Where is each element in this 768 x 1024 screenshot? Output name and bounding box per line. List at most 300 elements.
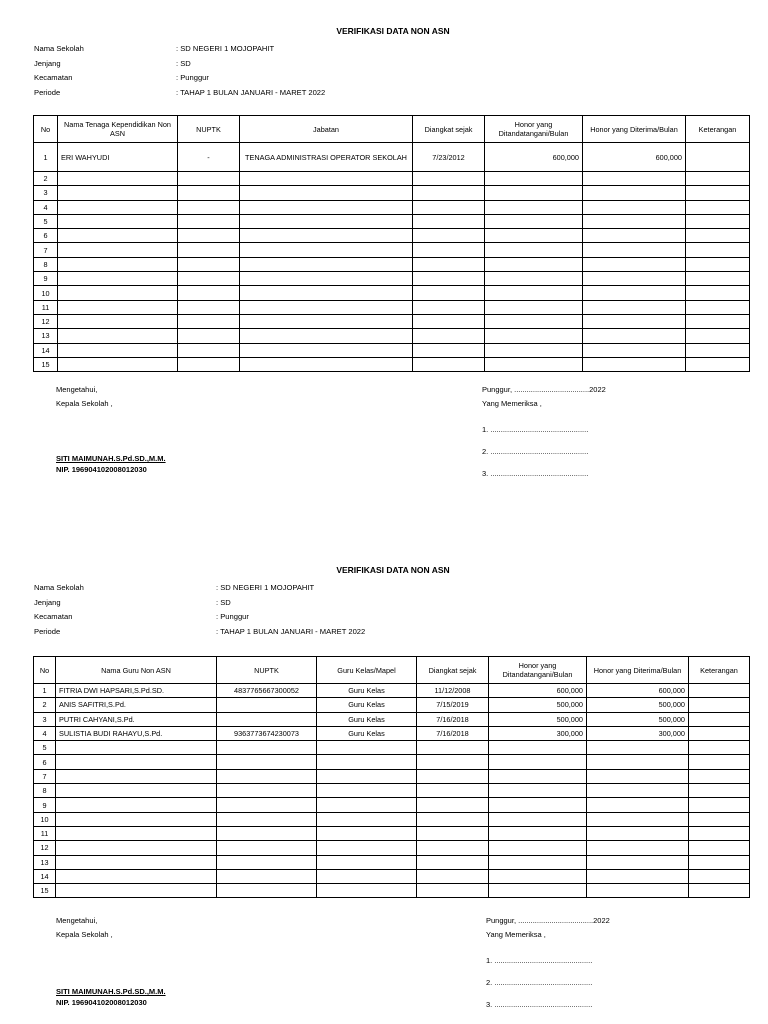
honor-signed-cell (485, 214, 583, 228)
role-cell (240, 300, 413, 314)
role-cell (240, 229, 413, 243)
remarks-cell (689, 769, 750, 783)
appointed-date-cell (413, 229, 485, 243)
name-cell (58, 314, 178, 328)
role-cell: TENAGA ADMINISTRASI OPERATOR SEKOLAH (240, 143, 413, 172)
remarks-cell (686, 357, 750, 371)
honor-signed-cell: 500,000 (489, 698, 587, 712)
row-number-cell: 11 (34, 826, 56, 840)
row-number-cell: 9 (34, 272, 58, 286)
honor-signed-cell (485, 229, 583, 243)
row-number-cell: 8 (34, 784, 56, 798)
honor-received-cell (583, 257, 686, 271)
nuptk-cell (178, 214, 240, 228)
name-cell (56, 755, 217, 769)
principal-nip: NIP. 196904102008012030 (56, 998, 147, 1007)
nuptk-cell (217, 798, 317, 812)
row-number-cell: 14 (34, 343, 58, 357)
role-cell (317, 798, 417, 812)
info-value: : Punggur (216, 612, 249, 621)
info-row (34, 57, 325, 72)
table-row (34, 769, 750, 783)
honor-received-cell (583, 229, 686, 243)
info-label: Jenjang (34, 597, 61, 607)
honor-received-cell (587, 841, 689, 855)
honor-signed-cell (485, 172, 583, 186)
info-row (34, 581, 365, 596)
honor-received-cell (583, 329, 686, 343)
col-header: Nama Tenaga Kependidikan Non ASN (58, 116, 178, 143)
name-cell (58, 357, 178, 371)
role-cell: Guru Kelas (317, 698, 417, 712)
row-number-cell: 5 (34, 214, 58, 228)
table-row (34, 784, 750, 798)
nuptk-cell (178, 329, 240, 343)
honor-signed-cell (489, 826, 587, 840)
name-cell (58, 329, 178, 343)
honor-received-cell: 600,000 (583, 143, 686, 172)
col-header: NUPTK (217, 657, 317, 684)
nuptk-cell: - (178, 143, 240, 172)
honor-signed-cell (489, 841, 587, 855)
row-number-cell: 3 (34, 712, 56, 726)
info-row (34, 610, 365, 625)
col-header: Diangkat sejak (417, 657, 489, 684)
table-row (34, 329, 750, 343)
col-header: Honor yang Diterima/Bulan (583, 116, 686, 143)
honor-received-cell (583, 243, 686, 257)
honor-signed-cell (485, 314, 583, 328)
info-label: Periode (34, 87, 61, 97)
honor-received-cell (583, 214, 686, 228)
table-row (34, 186, 750, 200)
principal-name: SITI MAIMUNAH.S.Pd.SD.,M.M. (56, 454, 166, 463)
nuptk-cell (178, 286, 240, 300)
principal-name: SITI MAIMUNAH.S.Pd.SD.,M.M. (56, 987, 166, 996)
honor-signed-cell (485, 186, 583, 200)
honor-signed-cell: 600,000 (489, 684, 587, 698)
honor-signed-cell (485, 300, 583, 314)
checker-line: 1. ............................................... (486, 956, 593, 965)
col-header: Honor yang Ditandatangani/Bulan (485, 116, 583, 143)
honor-received-cell (587, 812, 689, 826)
remarks-cell (686, 143, 750, 172)
appointed-date-cell (413, 214, 485, 228)
honor-signed-cell (485, 357, 583, 371)
remarks-cell (689, 755, 750, 769)
role-cell: Guru Kelas (317, 684, 417, 698)
col-header: No (34, 116, 58, 143)
table-row (34, 214, 750, 228)
appointed-date-cell (417, 798, 489, 812)
appointed-date-cell (417, 741, 489, 755)
row-number-cell: 4 (34, 200, 58, 214)
nuptk-cell (178, 200, 240, 214)
row-number-cell: 5 (34, 741, 56, 755)
nuptk-cell: 9363773674230073 (217, 726, 317, 740)
remarks-cell (686, 200, 750, 214)
appointed-date-cell (413, 329, 485, 343)
honor-signed-cell (485, 343, 583, 357)
table-row (34, 684, 750, 698)
remarks-cell (686, 272, 750, 286)
checker-block (486, 914, 610, 1020)
remarks-cell (689, 855, 750, 869)
nuptk-cell: 4837765667300052 (217, 684, 317, 698)
honor-received-cell (583, 272, 686, 286)
table-row (34, 712, 750, 726)
role-cell (317, 741, 417, 755)
appointed-date-cell (413, 186, 485, 200)
honor-signed-cell (489, 741, 587, 755)
remarks-cell (689, 841, 750, 855)
info-label: Periode (34, 626, 61, 636)
role-cell (317, 812, 417, 826)
principal-title: Kepala Sekolah , (56, 399, 113, 408)
role-cell (240, 257, 413, 271)
row-number-cell: 13 (34, 855, 56, 869)
info-value: : SD (176, 58, 191, 68)
checker-line: 2. ............................................... (486, 978, 593, 987)
form-title: VERIFIKASI DATA NON ASN (336, 26, 450, 36)
name-cell (56, 884, 217, 898)
role-cell (240, 329, 413, 343)
table-row (34, 172, 750, 186)
role-cell (240, 200, 413, 214)
name-cell (58, 286, 178, 300)
info-label: Nama Sekolah (34, 583, 84, 592)
table-row (34, 300, 750, 314)
table-row (34, 272, 750, 286)
honor-signed-cell (489, 755, 587, 769)
honor-received-cell (587, 826, 689, 840)
row-number-cell: 8 (34, 257, 58, 271)
checker-line: 2. ............................................... (482, 447, 589, 456)
remarks-cell (686, 229, 750, 243)
honor-received-cell (587, 869, 689, 883)
row-number-cell: 1 (34, 143, 58, 172)
checker-line: 3. ............................................... (482, 469, 589, 478)
name-cell: ERI WAHYUDI (58, 143, 178, 172)
role-cell (240, 214, 413, 228)
honor-received-cell (583, 286, 686, 300)
honor-signed-cell (489, 798, 587, 812)
honor-received-cell (583, 357, 686, 371)
honor-signed-cell (489, 812, 587, 826)
nuptk-cell (217, 784, 317, 798)
row-number-cell: 9 (34, 798, 56, 812)
table-row (34, 841, 750, 855)
remarks-cell (689, 869, 750, 883)
table-row (34, 200, 750, 214)
honor-signed-cell (485, 243, 583, 257)
table-row (34, 855, 750, 869)
honor-signed-cell (485, 200, 583, 214)
table-header-row (34, 657, 750, 684)
name-cell: PUTRI CAHYANI,S.Pd. (56, 712, 217, 726)
appointed-date-cell (413, 200, 485, 214)
approver-block (56, 914, 166, 1008)
appointed-date-cell: 7/15/2019 (417, 698, 489, 712)
table-row (34, 798, 750, 812)
role-cell (317, 755, 417, 769)
honor-received-cell (583, 314, 686, 328)
name-cell (58, 186, 178, 200)
honor-signed-cell (489, 855, 587, 869)
appointed-date-cell: 7/16/2018 (417, 712, 489, 726)
info-label: Jenjang (34, 58, 61, 68)
name-cell (56, 812, 217, 826)
remarks-cell (686, 286, 750, 300)
role-cell (240, 343, 413, 357)
honor-received-cell (583, 186, 686, 200)
row-number-cell: 3 (34, 186, 58, 200)
table-row (34, 726, 750, 740)
table-row (34, 869, 750, 883)
honor-received-cell: 600,000 (587, 684, 689, 698)
row-number-cell: 13 (34, 329, 58, 343)
nuptk-cell (217, 698, 317, 712)
place-date: Punggur, ....................................2022 (482, 385, 606, 394)
nuptk-cell (178, 243, 240, 257)
name-cell (56, 855, 217, 869)
appointed-date-cell (413, 300, 485, 314)
place-date: Punggur, ....................................2022 (486, 916, 610, 925)
checker-line: 1. ............................................... (482, 425, 589, 434)
role-cell (240, 314, 413, 328)
row-number-cell: 7 (34, 243, 58, 257)
info-row (34, 86, 325, 101)
role-cell (240, 186, 413, 200)
row-number-cell: 15 (34, 884, 56, 898)
name-cell (58, 229, 178, 243)
role-cell (317, 869, 417, 883)
col-header: Honor yang Ditandatangani/Bulan (489, 657, 587, 684)
teacher-table (33, 656, 750, 898)
appointed-date-cell (417, 784, 489, 798)
honor-signed-cell (485, 257, 583, 271)
honor-signed-cell (485, 272, 583, 286)
name-cell (56, 784, 217, 798)
name-cell (58, 214, 178, 228)
info-value: : SD NEGERI 1 MOJOPAHIT (176, 44, 275, 53)
row-number-cell: 2 (34, 698, 56, 712)
remarks-cell (686, 343, 750, 357)
role-cell (240, 172, 413, 186)
col-header: Keterangan (689, 657, 750, 684)
remarks-cell (689, 712, 750, 726)
table-row (34, 257, 750, 271)
row-number-cell: 10 (34, 812, 56, 826)
appointed-date-cell (417, 769, 489, 783)
nuptk-cell (217, 741, 317, 755)
nuptk-cell (178, 343, 240, 357)
table-row (34, 243, 750, 257)
remarks-cell (689, 798, 750, 812)
remarks-cell (686, 214, 750, 228)
nuptk-cell (217, 884, 317, 898)
info-value: : TAHAP 1 BULAN JANUARI - MARET 2022 (216, 626, 366, 636)
table-header-row (34, 116, 750, 143)
col-header: Diangkat sejak (413, 116, 485, 143)
checker-line: 3. ............................................... (486, 1000, 593, 1009)
name-cell (56, 826, 217, 840)
honor-received-cell: 500,000 (587, 698, 689, 712)
honor-signed-cell (489, 784, 587, 798)
nuptk-cell (178, 172, 240, 186)
appointed-date-cell (417, 812, 489, 826)
table-row (34, 755, 750, 769)
nuptk-cell (178, 257, 240, 271)
nuptk-cell (178, 229, 240, 243)
col-header: Keterangan (686, 116, 750, 143)
col-header: Nama Guru Non ASN (56, 657, 217, 684)
checker-block (482, 383, 606, 489)
row-number-cell: 6 (34, 755, 56, 769)
honor-received-cell (587, 784, 689, 798)
honor-received-cell (583, 200, 686, 214)
info-row (34, 596, 365, 611)
role-cell (240, 272, 413, 286)
honor-signed-cell (485, 329, 583, 343)
name-cell (58, 257, 178, 271)
name-cell (58, 272, 178, 286)
honor-signed-cell: 500,000 (489, 712, 587, 726)
info-label: Nama Sekolah (34, 44, 84, 53)
nuptk-cell (217, 826, 317, 840)
nuptk-cell (217, 755, 317, 769)
row-number-cell: 10 (34, 286, 58, 300)
remarks-cell (689, 884, 750, 898)
info-value: : SD NEGERI 1 MOJOPAHIT (216, 583, 315, 592)
info-value: : Punggur (176, 73, 209, 82)
role-cell (317, 769, 417, 783)
row-number-cell: 15 (34, 357, 58, 371)
honor-signed-cell (489, 869, 587, 883)
acknowledged-label: Mengetahui, (56, 916, 98, 925)
honor-signed-cell (489, 884, 587, 898)
honor-received-cell (587, 884, 689, 898)
appointed-date-cell: 7/16/2018 (417, 726, 489, 740)
honor-received-cell: 500,000 (587, 712, 689, 726)
name-cell (58, 243, 178, 257)
role-cell (240, 286, 413, 300)
appointed-date-cell (413, 272, 485, 286)
table-row (34, 229, 750, 243)
nuptk-cell (178, 314, 240, 328)
name-cell: FITRIA DWI HAPSARI,S.Pd.SD. (56, 684, 217, 698)
nuptk-cell (217, 841, 317, 855)
checker-title: Yang Memeriksa , (486, 930, 546, 939)
appointed-date-cell (417, 841, 489, 855)
appointed-date-cell (413, 286, 485, 300)
name-cell (56, 869, 217, 883)
honor-received-cell (587, 769, 689, 783)
remarks-cell (689, 784, 750, 798)
col-header: Honor yang Diterima/Bulan (587, 657, 689, 684)
principal-nip: NIP. 196904102008012030 (56, 465, 147, 474)
acknowledged-label: Mengetahui, (56, 385, 98, 394)
honor-signed-cell (485, 286, 583, 300)
staff-table (33, 115, 750, 372)
col-header: Jabatan (240, 116, 413, 143)
honor-received-cell (583, 343, 686, 357)
row-number-cell: 12 (34, 841, 56, 855)
appointed-date-cell (413, 172, 485, 186)
role-cell: Guru Kelas (317, 726, 417, 740)
remarks-cell (686, 243, 750, 257)
appointed-date-cell (413, 243, 485, 257)
remarks-cell (689, 812, 750, 826)
info-row (34, 71, 325, 86)
table-row (34, 343, 750, 357)
appointed-date-cell (413, 314, 485, 328)
honor-received-cell (587, 855, 689, 869)
table-row (34, 357, 750, 371)
appointed-date-cell (413, 343, 485, 357)
form-title: VERIFIKASI DATA NON ASN (336, 565, 450, 575)
honor-signed-cell: 600,000 (485, 143, 583, 172)
appointed-date-cell (417, 869, 489, 883)
appointed-date-cell: 7/23/2012 (413, 143, 485, 172)
nuptk-cell (217, 712, 317, 726)
nuptk-cell (217, 855, 317, 869)
info-value: : SD (216, 597, 231, 607)
role-cell (317, 855, 417, 869)
remarks-cell (686, 314, 750, 328)
row-number-cell: 4 (34, 726, 56, 740)
honor-received-cell (583, 300, 686, 314)
remarks-cell (689, 741, 750, 755)
info-label: Kecamatan (34, 73, 73, 82)
table-row (34, 812, 750, 826)
appointed-date-cell (417, 826, 489, 840)
nuptk-cell (217, 812, 317, 826)
name-cell: SULISTIA BUDI RAHAYU,S.Pd. (56, 726, 217, 740)
nuptk-cell (217, 869, 317, 883)
name-cell (58, 343, 178, 357)
remarks-cell (686, 172, 750, 186)
name-cell (56, 741, 217, 755)
table-row (34, 741, 750, 755)
table-row (34, 698, 750, 712)
honor-signed-cell (489, 769, 587, 783)
row-number-cell: 7 (34, 769, 56, 783)
table-body (34, 684, 750, 898)
name-cell (56, 798, 217, 812)
remarks-cell (686, 300, 750, 314)
col-header: NUPTK (178, 116, 240, 143)
name-cell (58, 300, 178, 314)
principal-title: Kepala Sekolah , (56, 930, 113, 939)
name-cell (56, 841, 217, 855)
row-number-cell: 1 (34, 684, 56, 698)
school-info (34, 42, 325, 100)
name-cell: ANIS SAFITRI,S.Pd. (56, 698, 217, 712)
nuptk-cell (178, 272, 240, 286)
row-number-cell: 6 (34, 229, 58, 243)
appointed-date-cell: 11/12/2008 (417, 684, 489, 698)
appointed-date-cell (413, 357, 485, 371)
remarks-cell (686, 186, 750, 200)
info-row (34, 42, 325, 57)
info-row (34, 625, 365, 640)
table-row (34, 314, 750, 328)
appointed-date-cell (413, 257, 485, 271)
role-cell (317, 884, 417, 898)
name-cell (58, 172, 178, 186)
appointed-date-cell (417, 884, 489, 898)
